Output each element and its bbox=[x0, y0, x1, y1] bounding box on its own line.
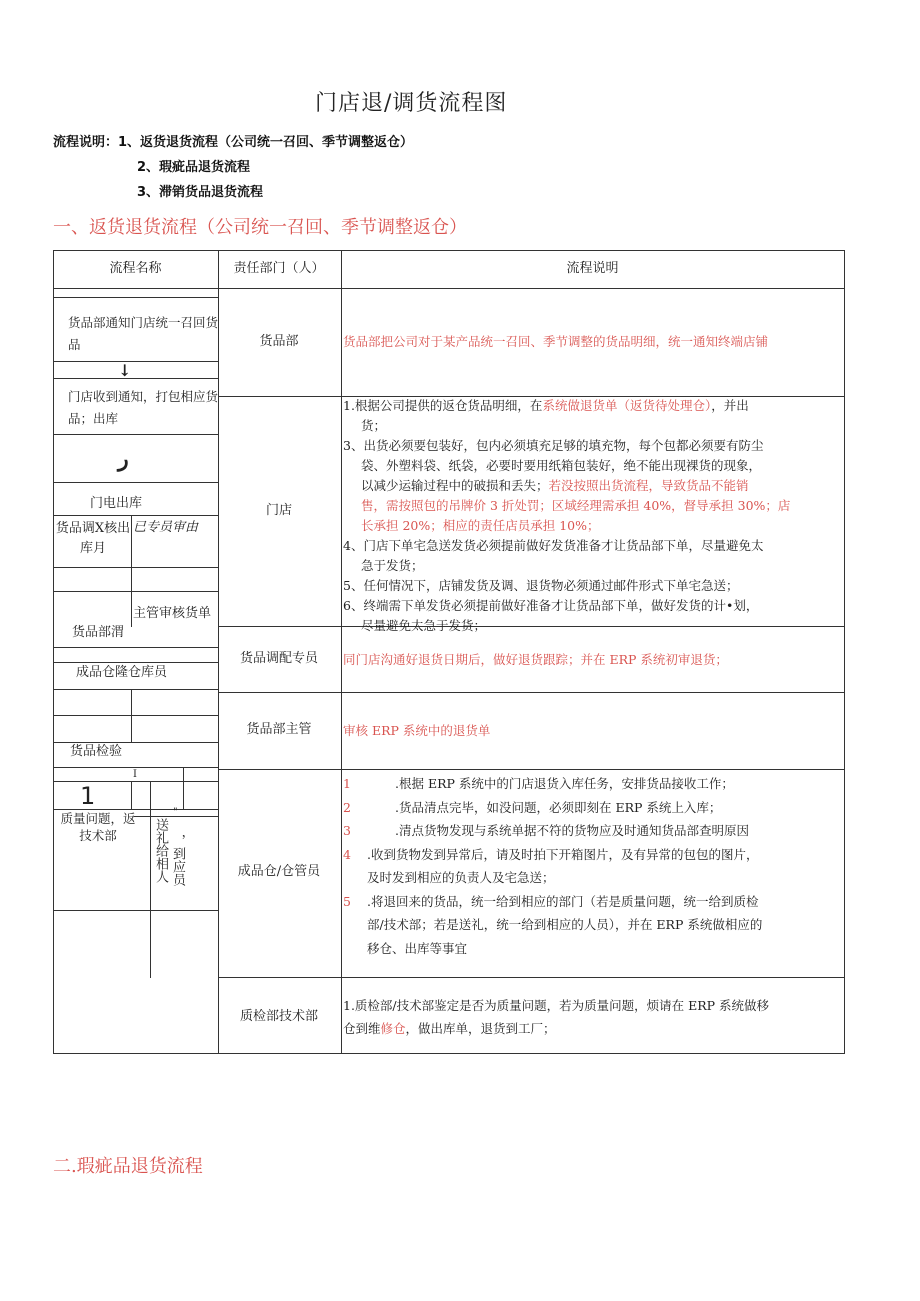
desc-store bbox=[343, 396, 843, 636]
desc-supervisor: 审核 ERP 系统中的退货单 bbox=[343, 723, 491, 738]
desc-qc-line2 bbox=[343, 1017, 843, 1040]
hook-mark-icon: ر bbox=[118, 446, 129, 472]
flow-rule bbox=[54, 378, 218, 379]
num: 1 bbox=[343, 776, 351, 791]
text: ，做出库单，退货到工厂； bbox=[405, 1021, 556, 1036]
num: 4 bbox=[343, 846, 351, 862]
flow-step-gift-person: ，到应员 bbox=[170, 834, 185, 886]
flow-vrule bbox=[131, 781, 132, 809]
desc-wh-4-cont: 及时发到相应的负责人及宅急送； bbox=[367, 870, 555, 885]
desc-wh-5-cont2: 移仓、出库等事宜 bbox=[367, 940, 468, 956]
num: 5 bbox=[343, 893, 351, 909]
desc-goods: 货品部把公司对于某产品统一召回、季节调整的货品明细，统一通知终端店铺 bbox=[343, 334, 769, 349]
row-rule-5 bbox=[218, 977, 844, 978]
desc-store-penalty-cont: 长承担 20%；相应的责任店员承担 10%； bbox=[361, 518, 600, 533]
flow-step-notify: 货品部通知门店统一召回货品 bbox=[68, 315, 219, 352]
flow-vrule bbox=[150, 781, 151, 978]
num: 3 bbox=[343, 823, 351, 838]
flow-step-supervisor: 主管审核货单 bbox=[133, 606, 212, 621]
desc-store-p3-cont: 袋、外塑料袋、纸袋，必要时要用纸箱包装好，绝不能出现裸货的现象， bbox=[361, 458, 762, 473]
flow-step-gift: 送礼给相人 bbox=[153, 818, 168, 883]
desc-qc bbox=[343, 994, 843, 1040]
text: .收到货物发到异常后，请及时拍下开箱图片，及有异常的包包的图片， bbox=[367, 846, 759, 862]
flow-rule bbox=[54, 689, 218, 690]
header-rule bbox=[54, 288, 844, 289]
flow-rule bbox=[54, 910, 218, 911]
desc-wh-3 bbox=[343, 819, 843, 843]
flow-step-adjust: 货品调X核出库月 bbox=[55, 521, 131, 556]
desc-wh-1 bbox=[343, 772, 843, 796]
dept-qc: 质检部技术部 bbox=[239, 1009, 318, 1024]
desc-store-p1 bbox=[343, 396, 843, 416]
flow-rule bbox=[54, 482, 218, 483]
text: .将退回来的货品，统一给到相应的部门（若是质量问题，统一给到质检 bbox=[367, 893, 759, 909]
desc-wh-4 bbox=[343, 843, 843, 867]
flow-vrule bbox=[131, 515, 132, 627]
text: .货品清点完毕，如没问题，必须即刻在 ERP 系统上入库； bbox=[395, 799, 722, 815]
flow-rule bbox=[54, 434, 218, 435]
flow-step-specialist: 已专员审由 bbox=[133, 520, 199, 535]
quote-mark-icon: " bbox=[173, 807, 178, 818]
section-2-title: 二.瑕疵品退货流程 bbox=[53, 1156, 203, 1177]
desc-store-p6-cont: 尽量避免太急于发货； bbox=[361, 618, 487, 633]
intro-line-2: 2、瑕疵品退货流程 bbox=[137, 160, 251, 175]
desc-store-p4-cont: 急于发货； bbox=[361, 558, 424, 573]
text: .根据 ERP 系统中的门店退货入库任务，安排货品接收工作； bbox=[395, 776, 734, 791]
flow-step-goods-dept: 货品部渭 bbox=[72, 625, 125, 640]
flow-vrule bbox=[183, 767, 184, 809]
flow-rule bbox=[54, 715, 218, 716]
text: 仓到维 bbox=[343, 1021, 381, 1036]
desc-wh-5-cont: 部/技术部；若是送礼，统一给到相应的人员），并在 ERP 系统做相应的 bbox=[367, 917, 763, 932]
text-red: 修仓 bbox=[380, 1021, 406, 1036]
desc-store-penalty: 售，需按照包的吊牌价 3 折处罚；区域经理需承担 40%，督导承担 30%；店 bbox=[361, 498, 791, 513]
text: 1.根据公司提供的返仓货品明细，在 bbox=[343, 398, 543, 413]
page-title: 门店退/调货流程图 bbox=[315, 91, 508, 116]
text: 以减少运输过程中的破损和丢失； bbox=[361, 478, 549, 493]
desc-store-p1-cont: 货； bbox=[361, 418, 387, 433]
text-red: 系统做退货单（返货待处理仓） bbox=[542, 398, 712, 413]
flow-step-inspection: 货品检验 bbox=[70, 744, 123, 759]
text-red: 若没按照出货流程，导致货品不能销 bbox=[548, 478, 749, 493]
desc-warehouse bbox=[343, 772, 843, 960]
desc-allocation: 同门店沟通好退货日期后，做好退货跟踪；并在 ERP 系统初审退货； bbox=[343, 652, 728, 667]
flow-rule bbox=[54, 647, 218, 648]
flow-vrule bbox=[131, 689, 132, 742]
dept-store: 门店 bbox=[265, 503, 292, 518]
desc-store-p3: 3、出货必须要包装好，包内必须填充足够的填充物，每个包都必须要有防尘 bbox=[343, 438, 764, 453]
flow-step-warehouse: 成品仓隆仓库员 bbox=[76, 665, 168, 680]
row-rule-4 bbox=[218, 769, 844, 770]
flow-rule bbox=[54, 515, 218, 516]
col-divider-2 bbox=[341, 251, 342, 1053]
dept-goods: 货品部 bbox=[259, 334, 299, 349]
desc-qc-line1: 1.质检部/技术部鉴定是否为质量问题，若为质量问题，烦请在 ERP 系统做移 bbox=[343, 998, 770, 1013]
flow-rule bbox=[54, 567, 218, 568]
header-desc: 流程说明 bbox=[566, 261, 619, 276]
text: .清点货物发现与系统单据不符的货物应及时通知货品部查明原因 bbox=[395, 823, 749, 838]
tick-mark-icon: I bbox=[133, 769, 137, 780]
flow-rule bbox=[54, 591, 218, 592]
desc-store-p5: 5、任何情况下，店铺发货及调、退货物必须通过邮件形式下单宅急送； bbox=[343, 578, 739, 593]
dept-allocation: 货品调配专员 bbox=[239, 651, 318, 666]
flow-step-pack: 门店收到通知，打包相应货品；出库 bbox=[68, 389, 219, 426]
intro-line-1: 流程说明：1、返货退货流程（公司统一召回、季节调整返仓） bbox=[53, 135, 414, 150]
desc-store-p6: 6、终端需下单发货必须提前做好准备才让货品部下单，做好发货的计•划， bbox=[343, 598, 759, 613]
flow-rule bbox=[54, 662, 218, 663]
row-rule-3 bbox=[218, 692, 844, 693]
dept-warehouse: 成品仓/仓管员 bbox=[237, 864, 321, 879]
desc-wh-5 bbox=[343, 890, 843, 914]
header-flow-name: 流程名称 bbox=[109, 261, 162, 276]
section-1-title: 一、返货退货流程（公司统一召回、季节调整返仓） bbox=[53, 217, 467, 238]
arrow-down-icon: ↓ bbox=[118, 361, 132, 380]
header-dept: 责任部门（人） bbox=[233, 261, 325, 276]
desc-store-p3-cont2 bbox=[343, 476, 843, 496]
desc-store-p4: 4、门店下单宅急送发货必须提前做好发货准备才让货品部下单，尽量避免太 bbox=[343, 538, 764, 553]
desc-wh-2 bbox=[343, 796, 843, 820]
flow-rule bbox=[54, 361, 218, 362]
flow-step-outbound: 门电出库 bbox=[90, 496, 143, 511]
step-number-1: 1 bbox=[80, 782, 96, 810]
flow-step-quality: 质量问题，返技术部 bbox=[60, 811, 136, 843]
dept-supervisor: 货品部主管 bbox=[246, 722, 312, 737]
flow-rule bbox=[54, 297, 218, 298]
text: ，并出 bbox=[711, 398, 749, 413]
num: 2 bbox=[343, 799, 351, 815]
intro-line-3: 3、滞销货品退货流程 bbox=[137, 185, 264, 200]
